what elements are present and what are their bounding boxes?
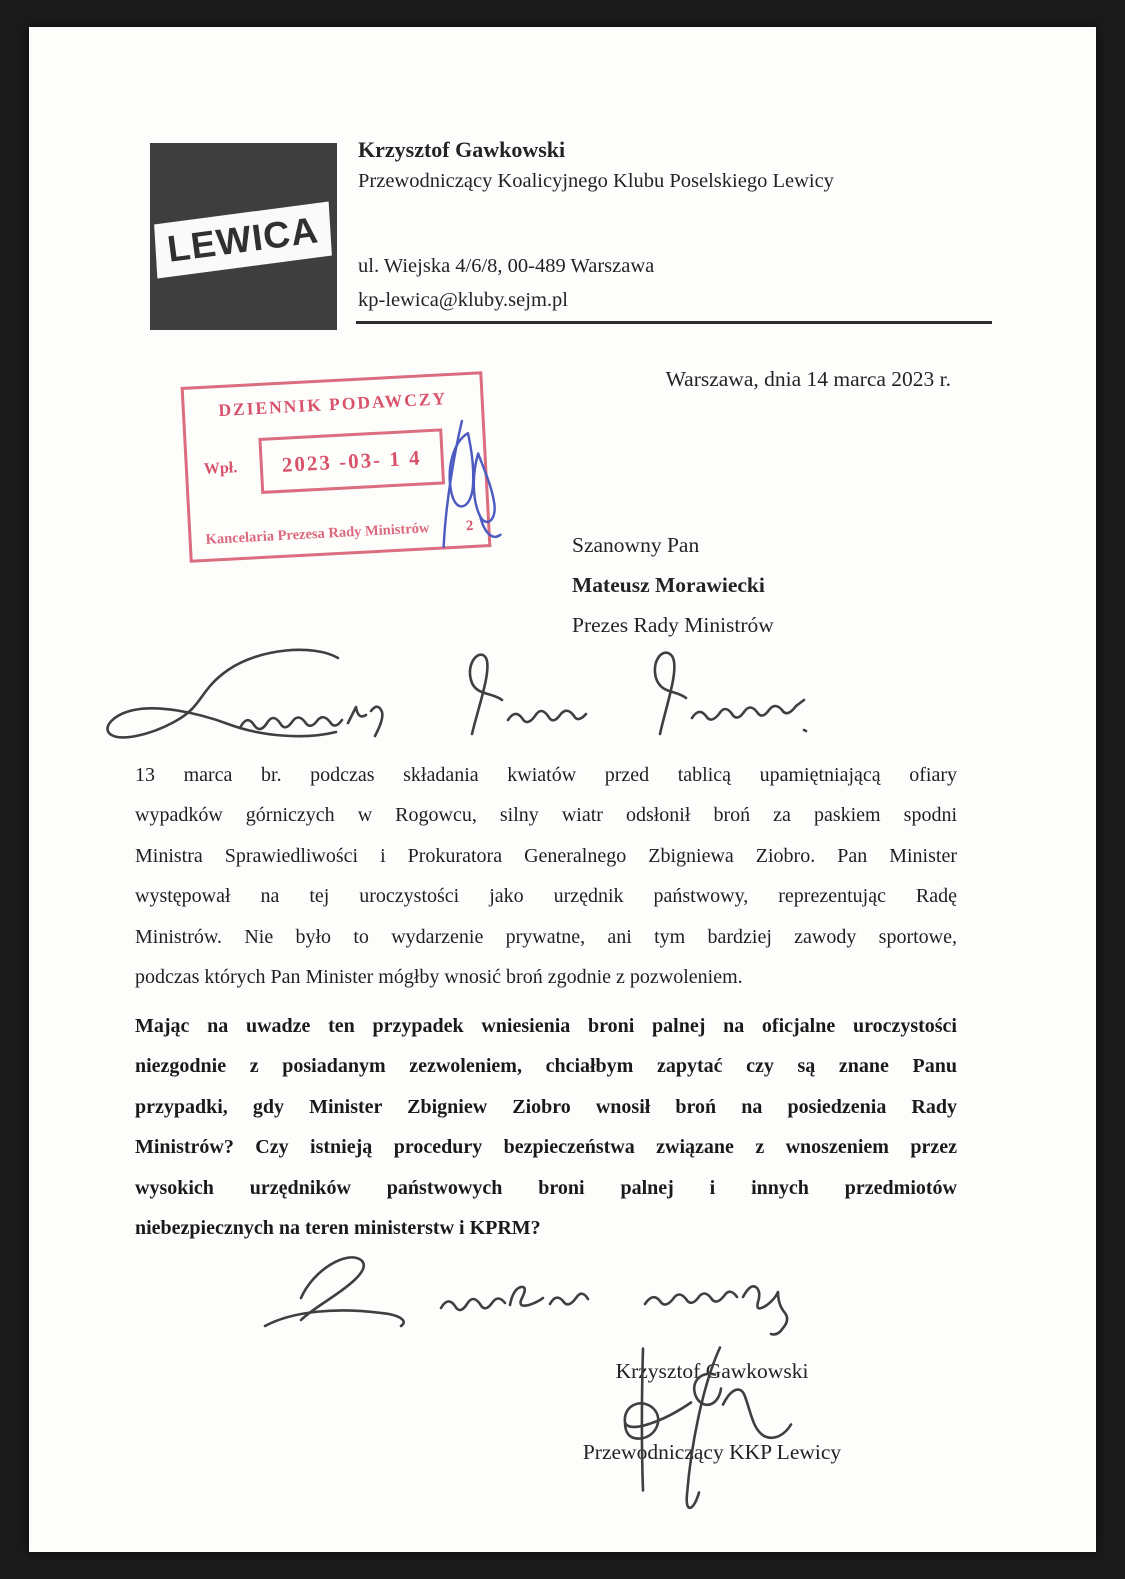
signature-role: Przewodniczący KKP Lewicy xyxy=(582,1440,842,1464)
signature-name: Krzysztof Gawkowski xyxy=(615,1359,809,1383)
body-paragraph-1 xyxy=(135,755,957,997)
body-line: występował na tej uroczystości jako urzędnik państwowy, reprezentując Radę xyxy=(135,885,957,908)
body-line: Ministra Sprawiedliwości i Prokuratora Generalnego Zbigniewa Ziobro. Pan Minister xyxy=(135,844,957,867)
handwritten-closing xyxy=(255,1239,815,1341)
lewica-logo xyxy=(150,143,337,330)
sender-role: Przewodniczący Koalicyjnego Klubu Poselskiego Lewicy xyxy=(358,170,834,192)
stamp-date-value: 2023 -03- 1 4 xyxy=(281,445,423,477)
signature-scribble xyxy=(595,1343,795,1531)
header-rule xyxy=(356,321,992,324)
recipient-name: Mateusz Morawiecki xyxy=(572,573,765,597)
date-line: Warszawa, dnia 14 marca 2023 r. xyxy=(665,367,951,391)
lewica-logo-text: LEWICA xyxy=(164,209,321,270)
handwritten-salutation xyxy=(100,645,820,757)
body-line: 13 marca br. podczas składania kwiatów przed tablicą upamiętniającą ofiary xyxy=(135,764,957,786)
body-line: Mając na uwadze ten przypadek wniesienia broni palnej na oficjalne uroczystości xyxy=(135,1015,957,1037)
recipient-salutation: Szanowny Pan xyxy=(572,533,700,557)
recipient-title: Prezes Rady Ministrów xyxy=(572,613,774,637)
body-line: wysokich urzędników państwowych broni palnej i innych przedmiotów xyxy=(135,1176,957,1199)
body-line: Ministrów? Czy istnieją procedury bezpieczeństwa związane z wnoszeniem przez xyxy=(135,1136,957,1159)
body-line: podczas których Pan Minister mógłby wnosić broń zgodnie z pozwoleniem. xyxy=(135,965,743,988)
stamp-field-label: Wpł. xyxy=(203,459,238,478)
stamp-title: DZIENNIK PODAWCZY xyxy=(217,388,448,421)
body-line: niebezpiecznych na teren ministerstw i KPRM? xyxy=(135,1216,541,1239)
stamp-ink-initials-icon xyxy=(427,419,509,551)
body-paragraph-2 xyxy=(135,1006,957,1248)
sender-name: Krzysztof Gawkowski xyxy=(358,137,566,162)
sender-email: kp-lewica@kluby.sejm.pl xyxy=(358,289,568,311)
body-line: przypadki, gdy Minister Zbigniew Ziobro wnosił broń na posiedzenia Rady xyxy=(135,1095,957,1118)
sender-address: ul. Wiejska 4/6/8, 00-489 Warszawa xyxy=(358,255,655,277)
body-line: Ministrów. Nie było to wydarzenie prywatne, ani tym bardziej zawody sportowe, xyxy=(135,925,957,948)
stamp-office-name: Kancelaria Prezesa Rady Ministrów xyxy=(205,520,430,548)
body-line: niezgodnie z posiadanym zezwoleniem, chciałbym zapytać czy są znane Panu xyxy=(135,1055,957,1078)
body-line: wypadków górniczych w Rogowcu, silny wiatr odsłonił broń za paskiem spodni xyxy=(135,804,957,827)
letter-sheet xyxy=(29,27,1096,1552)
stamp-number: 2 xyxy=(465,517,474,535)
recipient-block xyxy=(572,525,774,645)
stamp-date-box xyxy=(258,428,445,494)
lewica-logo-band xyxy=(154,201,332,278)
